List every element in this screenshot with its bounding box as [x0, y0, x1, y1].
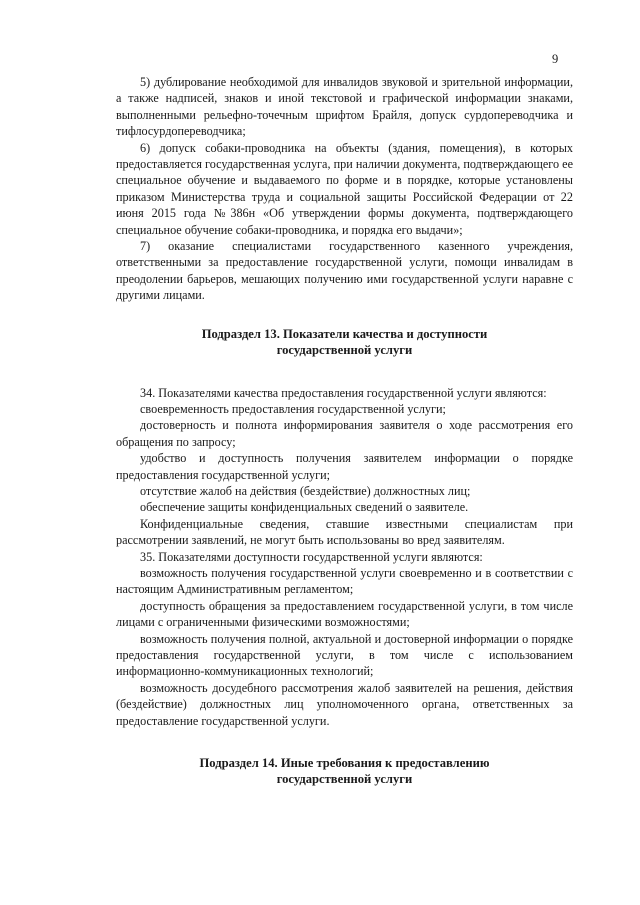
item-5: 5) дублирование необходимой для инвалидов звуковой и зрительной информации, а также надписей, знаков и иной текстовой и графической информации знаками, выполненными рельефно-точечным шрифтом Брайля, допуск сурдопереводчика и тифлосурдопереводчика; — [116, 75, 573, 139]
para-35-item: возможность досудебного рассмотрения жалоб заявителей на решения, действия (бездействие) должностных лиц уполномоченного органа, ответственных за предоставление государственной услуги. — [116, 680, 573, 728]
section-14-heading — [116, 755, 573, 788]
para-35-item: возможность получения государственной услуги своевременно и в соответствии с настоящим Административным регламентом; — [116, 565, 573, 597]
para-34-item: удобство и доступность получения заявителем информации о порядке предоставления государственной услуги; — [116, 451, 573, 482]
page-content — [116, 74, 573, 788]
para-34-intro: 34. Показателями качества предоставления государственной услуги являются: — [140, 385, 547, 400]
section-13-heading — [116, 326, 573, 359]
section-14-heading-line1: Подраздел 14. Иные требования к предоставлению — [199, 756, 490, 771]
section-13-heading-line1: Подраздел 13. Показатели качества и доступности — [201, 326, 488, 341]
para-35-intro: 35. Показателями доступности государственной услуги являются: — [140, 549, 483, 564]
item-7: 7) оказание специалистами государственного казенного учреждения, ответственными за предоставление государственной услуги, помощи инвалидам в преодолении барьеров, мешающих получению ими государственной услуги наравне с другими лицами. — [116, 239, 573, 303]
para-34-item: обеспечение защиты конфиденциальных сведений о заявителе. — [140, 500, 469, 515]
para-34-item: достоверность и полнота информирования заявителя о ходе рассмотрения его обращения по запросу; — [116, 418, 573, 449]
page-number: 9 — [552, 52, 559, 66]
para-34-item: своевременность предоставления государственной услуги; — [140, 401, 446, 416]
para-35-item: возможность получения полной, актуальной и достоверной информации о порядке предоставления государственной услуги, в том числе с использованием информационно-коммуникационных технологий; — [116, 631, 573, 679]
section-13-heading-line2: государственной услуги — [276, 343, 413, 358]
para-35-item: доступность обращения за предоставлением государственной услуги, в том числе лицами с ограниченными физическими возможностями; — [116, 598, 573, 630]
para-34-item: отсутствие жалоб на действия (бездействие) должностных лиц; — [140, 483, 471, 498]
item-6: 6) допуск собаки-проводника на объекты (здания, помещения), в которых предоставляется государственная услуга, при наличии документа, подтверждающего ее специальное обучение и выдаваемого по форме и в порядке, которые установлены приказом Министерства труда и социальной защиты Российской Федерации от 22 июня 2015 года №386н «Об утверждении формы документа, подтверждающего специальное обучение собаки-проводника, и порядка его выдачи»; — [116, 140, 573, 237]
para-34-note: Конфиденциальные сведения, ставшие известными специалистам при рассмотрении заявлений, не могут быть использованы во вред заявителям. — [116, 516, 573, 548]
section-14-heading-line2: государственной услуги — [276, 772, 413, 787]
